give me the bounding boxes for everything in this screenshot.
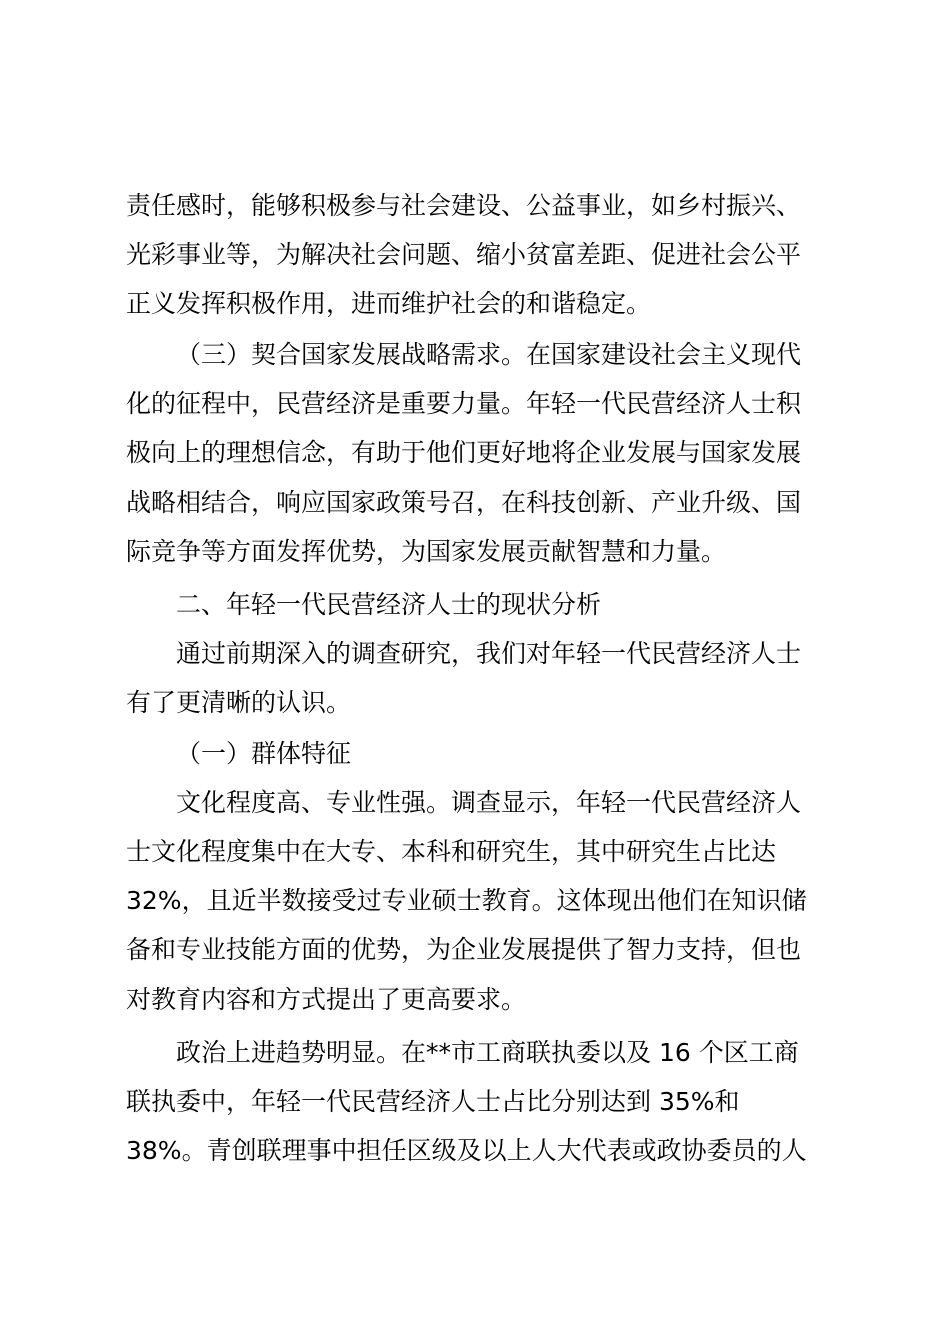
text-line-content: 光彩事业等，为解决社会问题、缩小贫富差距、促进社会公平: [126, 240, 802, 269]
text-line-content: 极向上的理想信念，有助于他们更好地将企业发展与国家发展: [126, 438, 802, 467]
text-line-content: 联执委中，年轻一代民营经济人士占比分别达到 35%和: [126, 1087, 740, 1116]
section-heading-2: 二、年轻一代民营经济人士的现状分析: [176, 590, 602, 619]
text-line-content: 38%。青创联理事中担任区级及以上人大代表或政协委员的人: [126, 1136, 807, 1165]
text-line-content: 正义发挥积极作用，进而维护社会的和谐稳定。: [126, 289, 652, 318]
subsection-heading: （一）群体特征: [176, 739, 352, 768]
text-line-content: 备和专业技能方面的优势，为企业发展提供了智力支持，但也: [126, 935, 802, 964]
text-line-content: 化的征程中，民营经济是重要力量。年轻一代民营经济人士积: [126, 389, 802, 418]
text-line-content: 有了更清晰的认识。: [126, 688, 352, 717]
text-line-content: 战略相结合，响应国家政策号召，在科技创新、产业升级、国: [126, 488, 802, 517]
text-line-content: 对教育内容和方式提出了更高要求。: [126, 985, 527, 1014]
text-line-content: 责任感时，能够积极参与社会建设、公益事业，如乡村振兴、: [126, 191, 802, 220]
text-line-content: 政治上进趋势明显。在**市工商联执委以及 16 个区工商: [176, 1038, 799, 1067]
text-line-content: 通过前期深入的调查研究，我们对年轻一代民营经济人士: [176, 639, 802, 668]
text-line-content: 32%，且近半数接受过专业硕士教育。这体现出他们在知识储: [126, 886, 807, 915]
section-heading-3: （三）契合国家发展战略需求。在国家建设社会主义现代: [176, 340, 802, 369]
text-line-content: 士文化程度集中在大专、本科和研究生，其中研究生占比达: [126, 837, 777, 866]
text-line-content: 际竞争等方面发挥优势，为国家发展贡献智慧和力量。: [126, 537, 727, 566]
text-line-content: 文化程度高、专业性强。调查显示，年轻一代民营经济人: [176, 788, 802, 817]
